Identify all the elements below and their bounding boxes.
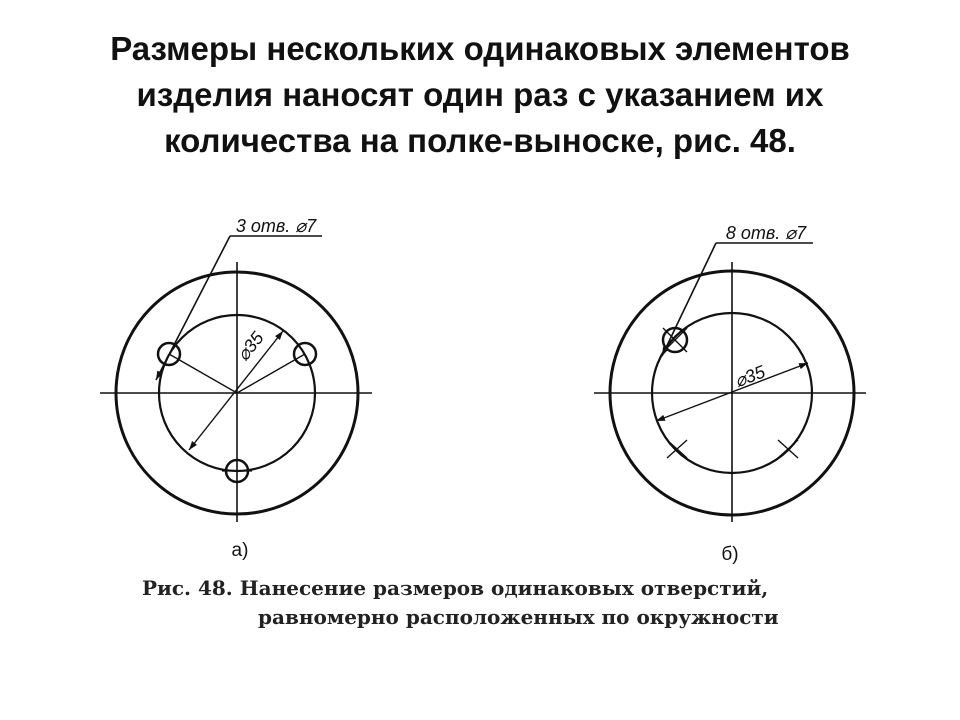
leader-label-a: 3 отв. ⌀7 [235, 216, 317, 236]
leader-line-a [156, 236, 230, 380]
figure-a-sublabel: а) [231, 540, 249, 561]
diameter-label-b: ⌀35 [731, 361, 768, 392]
figure-caption [120, 574, 920, 632]
figure-b-sublabel: б) [721, 544, 739, 565]
caption-line-2: равномерно расположенных по окружности [258, 605, 779, 629]
heading-line-1: Размеры нескольких одинаковых элементов [110, 30, 850, 67]
leader-line-b [662, 243, 716, 356]
heading-line-3: количества на полке-выноске, рис. 48. [164, 122, 796, 159]
caption-line-1: Рис. 48. Нанесение размеров одинаковых отверстий, [142, 576, 769, 600]
figure-a [100, 236, 372, 522]
leader-label-b: 8 отв. ⌀7 [725, 223, 807, 243]
figure-b [594, 243, 866, 522]
diameter-label-a: ⌀35 [232, 327, 268, 365]
heading-line-2: изделия наносят один раз с указанием их [136, 76, 824, 113]
